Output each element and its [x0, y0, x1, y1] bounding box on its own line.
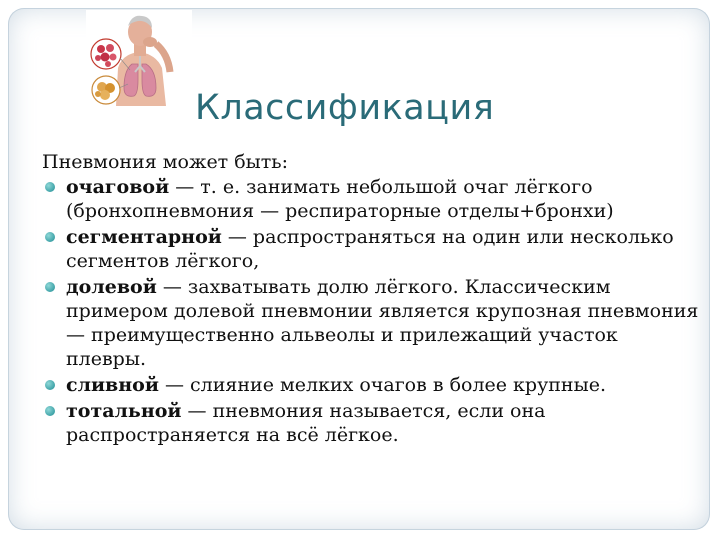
bullet-icon	[45, 406, 55, 416]
bullet-icon	[45, 232, 55, 242]
lungs-illustration	[86, 10, 192, 106]
item-text: — захватывать долю лёгкого. Классическим примером долевой пневмонии является крупозная пневмония — преимущественно альвеолы и прилежащий участок плевры.	[66, 276, 699, 370]
item-text: — пневмония называется, если она распространяется на всё лёгкое.	[66, 400, 546, 446]
slide-content	[42, 150, 702, 449]
item-term: тотальной	[66, 400, 182, 422]
item-term: долевой	[66, 276, 157, 298]
intro-text: Пневмония может быть:	[42, 151, 289, 173]
list-item	[42, 275, 702, 371]
classification-list	[42, 175, 702, 447]
item-term: очаговой	[66, 176, 170, 198]
list-item	[42, 373, 702, 397]
list-item	[42, 225, 702, 273]
item-text: — слияние мелких очагов в более крупные.	[158, 374, 606, 396]
list-item	[42, 399, 702, 447]
item-term: сливной	[66, 374, 159, 396]
slide-title: Классификация	[195, 88, 495, 128]
bullet-icon	[45, 282, 55, 292]
bullet-icon	[45, 182, 55, 192]
bullet-icon	[45, 380, 55, 390]
item-text: — т. е. занимать небольшой очаг лёгкого (бронхопневмония — респираторные отделы+бронхи)	[66, 176, 614, 222]
list-item	[42, 175, 702, 223]
item-term: сегментарной	[66, 226, 222, 248]
item-text: — распространяться на один или несколько сегментов лёгкого,	[66, 226, 674, 272]
